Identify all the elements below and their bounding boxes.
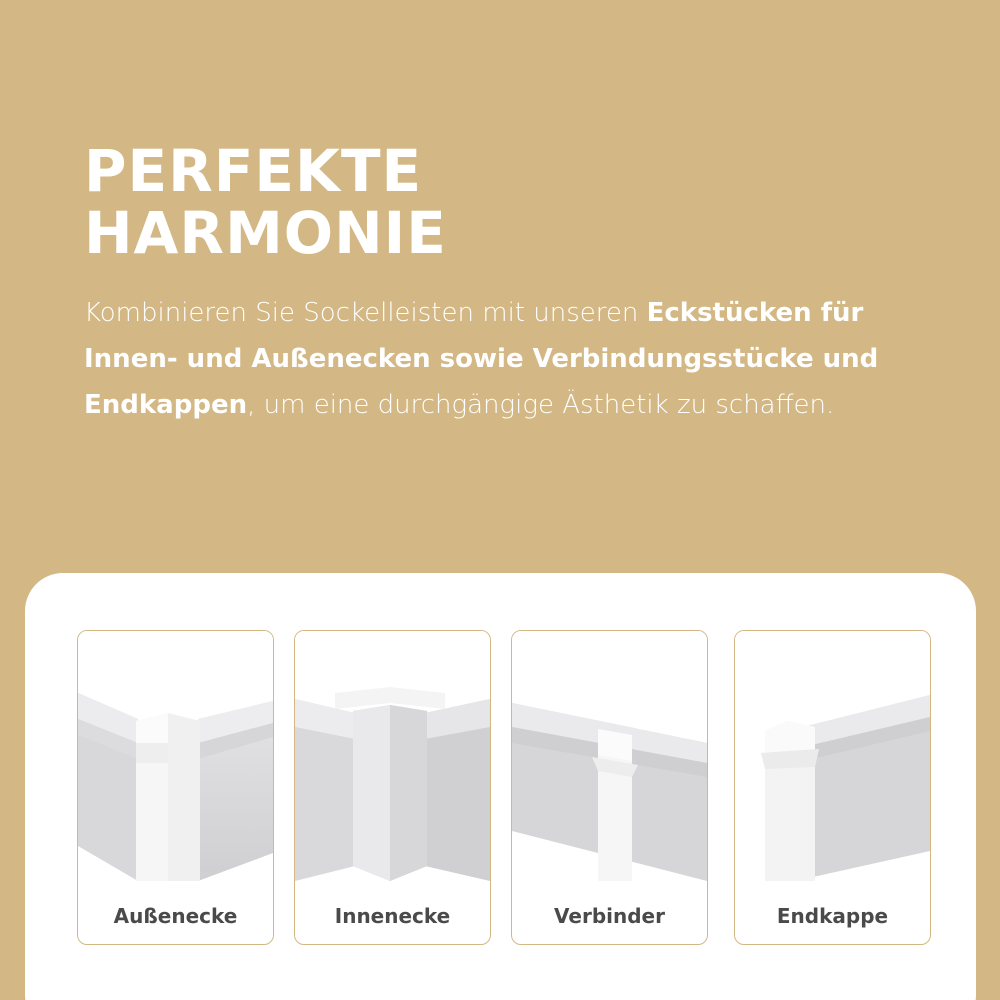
connector-image <box>512 631 707 881</box>
product-card-innenecke[interactable] <box>294 630 491 945</box>
page-headline <box>84 137 447 267</box>
product-label: Innenecke <box>334 904 451 928</box>
product-label: Außenecke <box>113 904 238 928</box>
product-panel <box>25 573 976 1000</box>
intro-paragraph <box>84 290 924 428</box>
intro-text-bold: Eckstücken für Innen- und Außenecken sowie Verbindungsstücke und Endkappen <box>84 298 879 420</box>
product-label: Verbinder <box>554 904 665 928</box>
end-cap-image <box>735 631 930 881</box>
product-card-verbinder[interactable] <box>511 630 708 945</box>
outer-corner-image <box>78 631 273 881</box>
product-label: Endkappe <box>776 904 889 928</box>
headline-line-2: HARMONIE <box>84 199 447 267</box>
intro-text-after: , um eine durchgängige Ästhetik zu schaffen. <box>247 390 835 420</box>
product-card-aussenecke[interactable] <box>77 630 274 945</box>
product-card-endkappe[interactable] <box>734 630 931 945</box>
intro-text-before: Kombinieren Sie Sockelleisten mit unseren <box>84 298 647 328</box>
inner-corner-image <box>295 631 490 881</box>
headline-line-1: PERFEKTE <box>84 137 423 205</box>
